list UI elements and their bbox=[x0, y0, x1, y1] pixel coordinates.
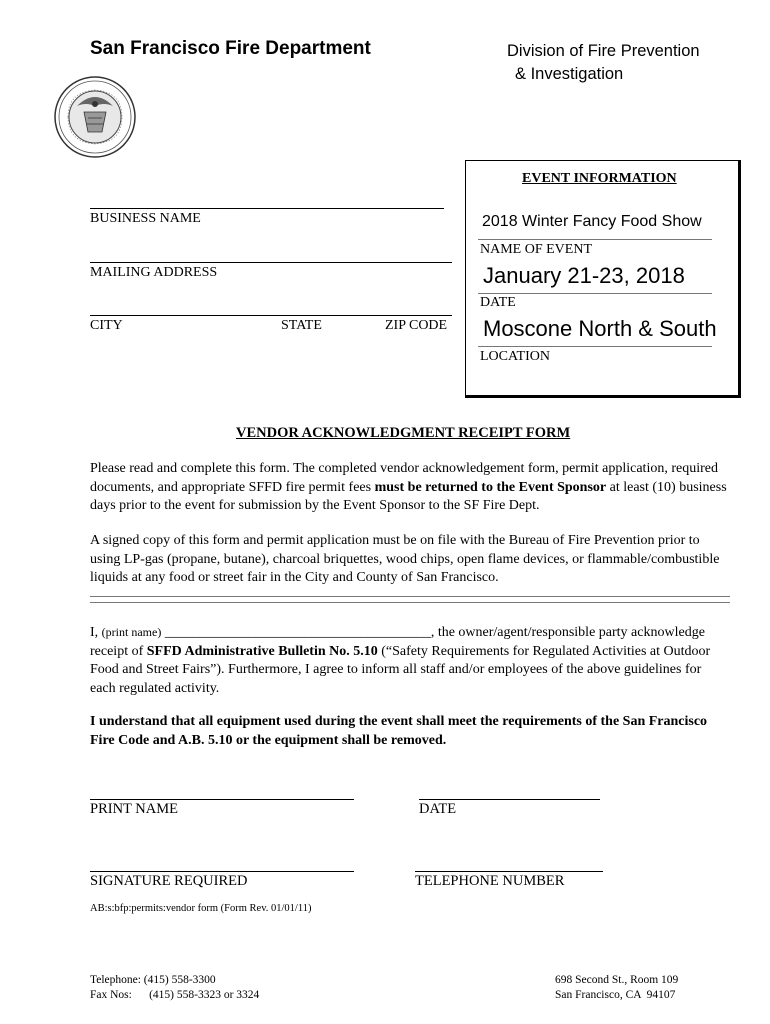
event-name-label: NAME OF EVENT bbox=[480, 242, 592, 257]
ack-i: I, bbox=[90, 625, 102, 640]
event-information-heading: EVENT INFORMATION bbox=[522, 171, 677, 186]
instructions-text-b: at least (10) business days prior to the event for submission by the Event Sponsor to the SF Fire Dept. bbox=[90, 479, 727, 513]
event-name-line bbox=[478, 239, 712, 240]
print-name-hint: (print name) bbox=[101, 625, 162, 639]
instructions-emphasis: must be returned to the Event Sponsor bbox=[374, 479, 607, 495]
business-name-line[interactable] bbox=[90, 208, 444, 209]
instructions-text-a: Please read and complete this form. The completed vendor acknowledgement form, permit application, required documents, and appropriate SFFD fire permit fees bbox=[90, 461, 718, 495]
city-state-zip-line[interactable] bbox=[90, 315, 452, 316]
section-divider bbox=[90, 596, 730, 603]
bulletin-reference: SFFD Administrative Bulletin No. 5.10 bbox=[146, 643, 378, 659]
print-name-blank[interactable]: ______________________________________ bbox=[161, 625, 431, 640]
event-location-value[interactable]: Moscone North & South bbox=[483, 316, 717, 341]
city-label: CITY bbox=[90, 318, 123, 333]
mailing-address-line[interactable] bbox=[90, 262, 452, 263]
event-date-line bbox=[478, 293, 712, 294]
date-label: DATE bbox=[419, 801, 457, 817]
division-name bbox=[507, 40, 700, 86]
zip-code-label: ZIP CODE bbox=[385, 318, 448, 333]
division-line-1: Division of Fire Prevention bbox=[507, 42, 700, 60]
telephone-label: TELEPHONE NUMBER bbox=[415, 873, 565, 889]
footer-address-line-2: San Francisco, CA 94107 bbox=[555, 989, 676, 1001]
print-name-label: PRINT NAME bbox=[90, 801, 178, 817]
ack-text-b: (“Safety Requirements for Regulated Activities at Outdoor Food and Street Fairs”). Furthermore, I agree to inform all staff and/or employees of the above guidelines for each regulated activity. bbox=[90, 643, 711, 696]
footer-fax: Fax Nos: (415) 558-3323 or 3324 bbox=[90, 989, 260, 1001]
date-line[interactable] bbox=[419, 799, 600, 800]
form-reference: AB:s:bfp:permits:vendor form (Form Rev. 01/01/11) bbox=[90, 903, 312, 914]
event-location-label: LOCATION bbox=[480, 349, 550, 364]
event-name-value[interactable]: 2018 Winter Fancy Food Show bbox=[482, 213, 702, 230]
signature-label: SIGNATURE REQUIRED bbox=[90, 873, 248, 889]
signature-line[interactable] bbox=[90, 871, 354, 872]
requirements-paragraph: A signed copy of this form and permit application must be on file with the Bureau of Fire Prevention prior to using LP-gas (propane, butane), charcoal briquettes, wood chips, open flame devices, or flammable/combustible liquids at any food or street fair in the City and County of San Francisco. bbox=[90, 533, 720, 585]
mailing-address-label: MAILING ADDRESS bbox=[90, 265, 218, 280]
telephone-line[interactable] bbox=[415, 871, 603, 872]
city-seal-icon bbox=[54, 76, 136, 158]
event-location-line bbox=[478, 346, 712, 347]
acknowledgment-paragraph bbox=[90, 623, 730, 698]
footer-telephone: Telephone: (415) 558-3300 bbox=[90, 974, 216, 986]
business-name-label: BUSINESS NAME bbox=[90, 211, 201, 226]
footer-address bbox=[555, 973, 678, 1003]
division-line-2: & Investigation bbox=[515, 65, 624, 83]
print-name-line[interactable] bbox=[90, 799, 354, 800]
ack-text-a: , the owner/agent/responsible party acknowledge receipt of bbox=[90, 625, 705, 659]
organization-title: San Francisco Fire Department bbox=[90, 38, 371, 59]
footer-contact bbox=[90, 973, 259, 1003]
footer-address-line-1: 698 Second St., Room 109 bbox=[555, 974, 679, 986]
event-date-label: DATE bbox=[480, 295, 516, 310]
instructions-paragraph bbox=[90, 460, 730, 516]
understanding-statement: I understand that all equipment used during the event shall meet the requirements of the San Francisco Fire Code and A.B. 5.10 or the equipment shall be removed. bbox=[90, 714, 708, 748]
event-date-value[interactable]: January 21-23, 2018 bbox=[483, 263, 685, 288]
form-title: VENDOR ACKNOWLEDGMENT RECEIPT FORM bbox=[236, 425, 571, 441]
state-label: STATE bbox=[281, 318, 322, 333]
